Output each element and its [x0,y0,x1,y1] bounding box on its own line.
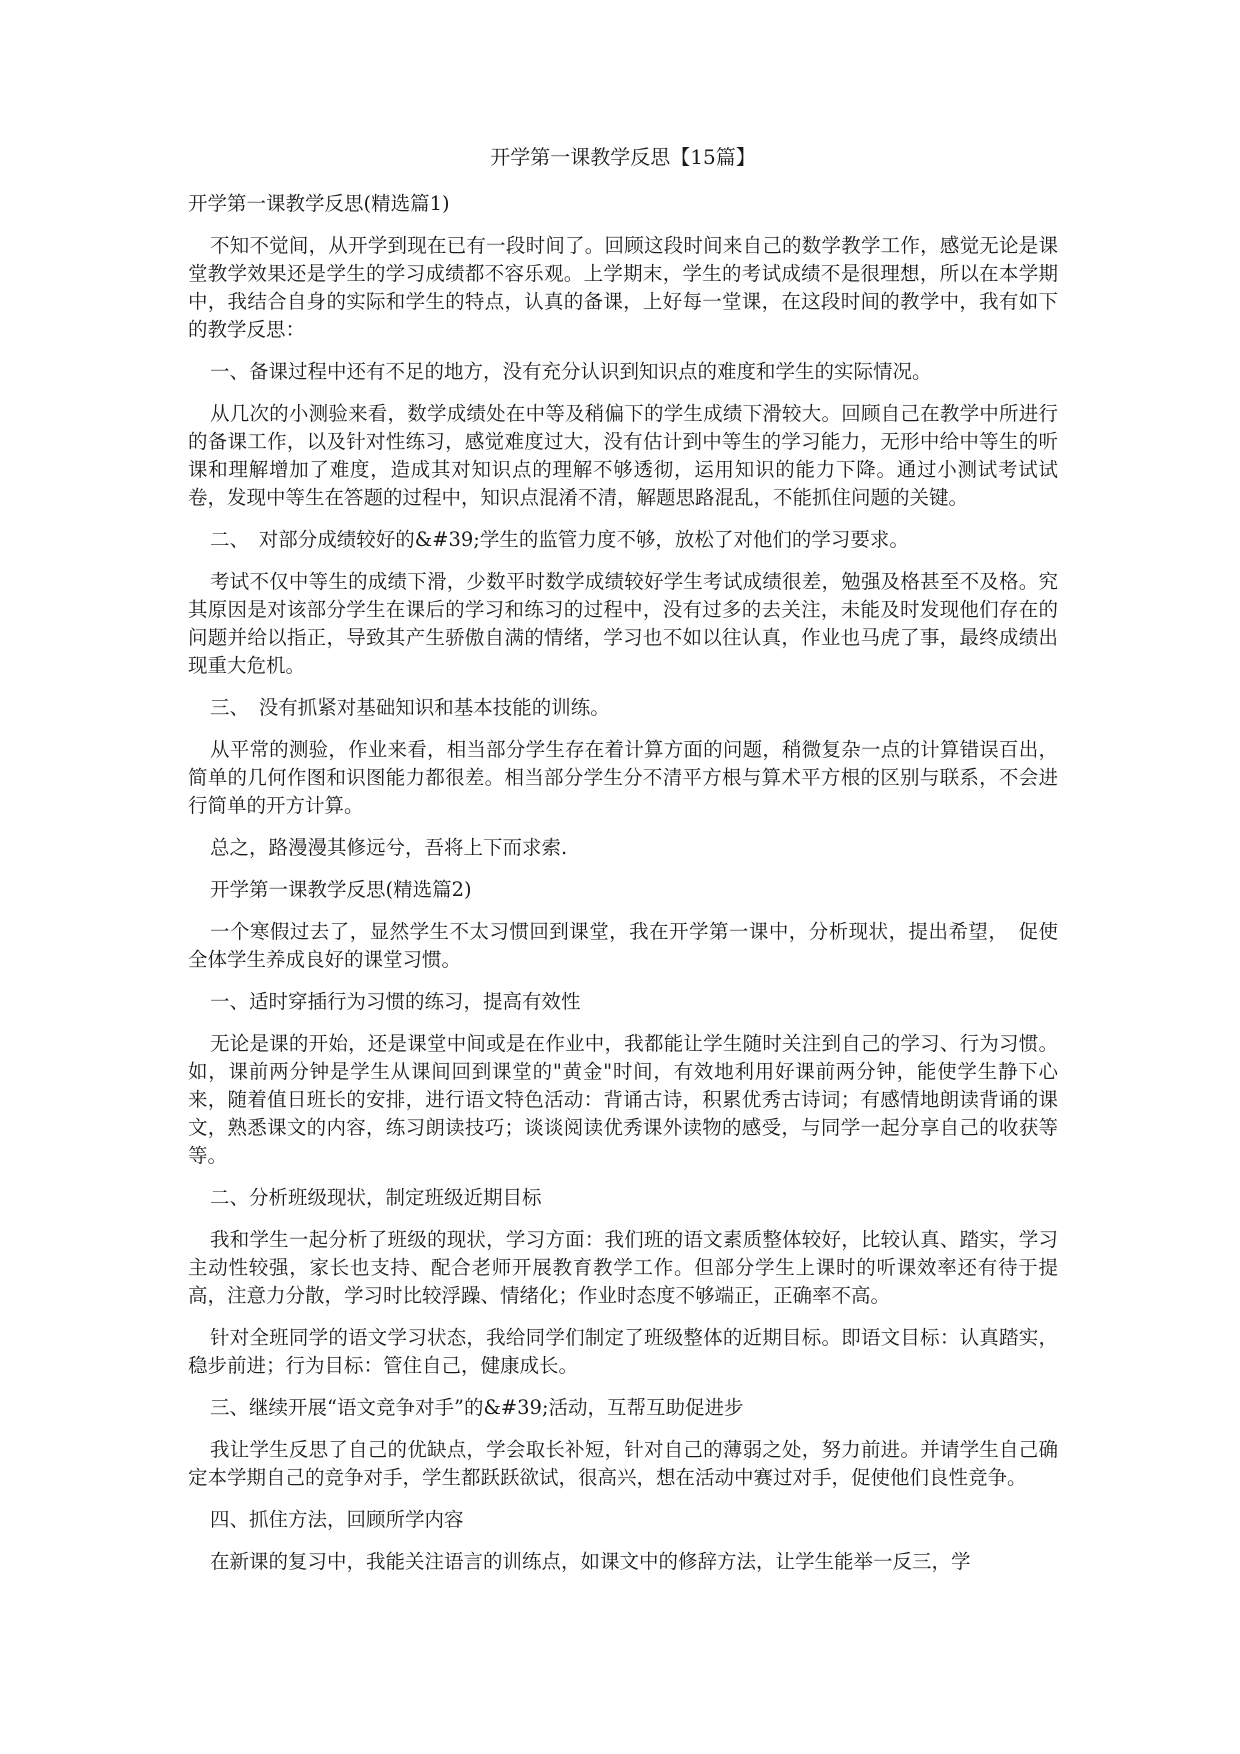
paragraph: 针对全班同学的语文学习状态，我给同学们制定了班级整体的近期目标。即语文目标：认真踏实，稳步前进；行为目标：管住自己，健康成长。 [188,1326,1058,1377]
document-title: 开学第一课教学反思【15篇】 [490,145,756,169]
paragraph: 一个寒假过去了，显然学生不太习惯回到课堂，我在开学第一课中，分析现状，提出希望， 促使全体学生养成良好的课堂习惯。 [188,920,1058,971]
paragraph: 考试不仅中等生的成绩下滑，少数平时数学成绩较好学生考试成绩很差，勉强及格甚至不及格。究其原因是对该部分学生在课后的学习和练习的过程中，没有过多的去关注，未能及时发现他们存在的问题并给以指正，导致其产生骄傲自满的情绪，学习也不如以往认真，作业也马虎了事，最终成绩出现重大危机。 [188,570,1058,677]
subheading: 四、抓住方法，回顾所学内容 [210,1508,464,1531]
paragraph: 我让学生反思了自己的优缺点，学会取长补短，针对自己的薄弱之处，努力前进。并请学生自己确定本学期自己的竞争对手，学生都跃跃欲试，很高兴，想在活动中赛过对手，促使他们良性竞争。 [188,1438,1058,1489]
subheading: 一、备课过程中还有不足的地方，没有充分认识到知识点的难度和学生的实际情况。 [210,360,932,383]
section-heading-1: 开学第一课教学反思(精选篇1) [188,192,450,215]
subheading: 三、继续开展“语文竞争对手”的&#39;活动，互帮互助促进步 [210,1396,744,1419]
subheading: 二、分析班级现状，制定班级近期目标 [210,1186,542,1209]
subheading: 三、 没有抓紧对基础知识和基本技能的训练。 [210,696,610,719]
paragraph: 无论是课的开始，还是课堂中间或是在作业中，我都能让学生随时关注到自己的学习、行为习惯。如，课前两分钟是学生从课间回到课堂的"黄金"时间，有效地利用好课前两分钟，能使学生静下心来，随着值日班长的安排，进行语文特色活动：背诵古诗，积累优秀古诗词；有感情地朗读背诵的课文，熟悉课文的内容，练习朗读技巧；谈谈阅读优秀课外读物的感受，与同学一起分享自己的收获等等。 [188,1032,1058,1167]
paragraph: 我和学生一起分析了班级的现状，学习方面：我们班的语文素质整体较好，比较认真、踏实，学习主动性较强，家长也支持、配合老师开展教育教学工作。但部分学生上课时的听课效率还有待于提高，注意力分散，学习时比较浮躁、情绪化；作业时态度不够端正，正确率不高。 [188,1228,1058,1307]
paragraph: 在新课的复习中，我能关注语言的训练点，如课文中的修辞方法，让学生能举一反三，学 [210,1550,971,1573]
closing-line: 总之，路漫漫其修远兮，吾将上下而求索. [210,836,568,859]
subheading: 二、 对部分成绩较好的&#39;学生的监管力度不够，放松了对他们的学习要求。 [210,528,909,551]
subheading: 一、适时穿插行为习惯的练习，提高有效性 [210,990,581,1013]
paragraph: 从几次的小测验来看，数学成绩处在中等及稍偏下的学生成绩下滑较大。回顾自己在教学中所进行的备课工作，以及针对性练习，感觉难度过大，没有估计到中等生的学习能力，无形中给中等生的听课和理解增加了难度，造成其对知识点的理解不够透彻，运用知识的能力下降。通过小测试考试试卷，发现中等生在答题的过程中，知识点混淆不清，解题思路混乱，不能抓住问题的关键。 [188,402,1058,509]
document-body [188,142,1058,1590]
section-heading-2: 开学第一课教学反思(精选篇2) [210,878,472,901]
paragraph: 不知不觉间，从开学到现在已有一段时间了。回顾这段时间来自己的数学教学工作，感觉无论是课堂教学效果还是学生的学习成绩都不容乐观。上学期末，学生的考试成绩不是很理想，所以在本学期中，我结合自身的实际和学生的特点，认真的备课，上好每一堂课，在这段时间的教学中，我有如下的教学反思： [188,234,1058,341]
paragraph: 从平常的测验，作业来看，相当部分学生存在着计算方面的问题，稍微复杂一点的计算错误百出，简单的几何作图和识图能力都很差。相当部分学生分不清平方根与算术平方根的区别与联系，不会进行简单的开方计算。 [188,738,1058,817]
